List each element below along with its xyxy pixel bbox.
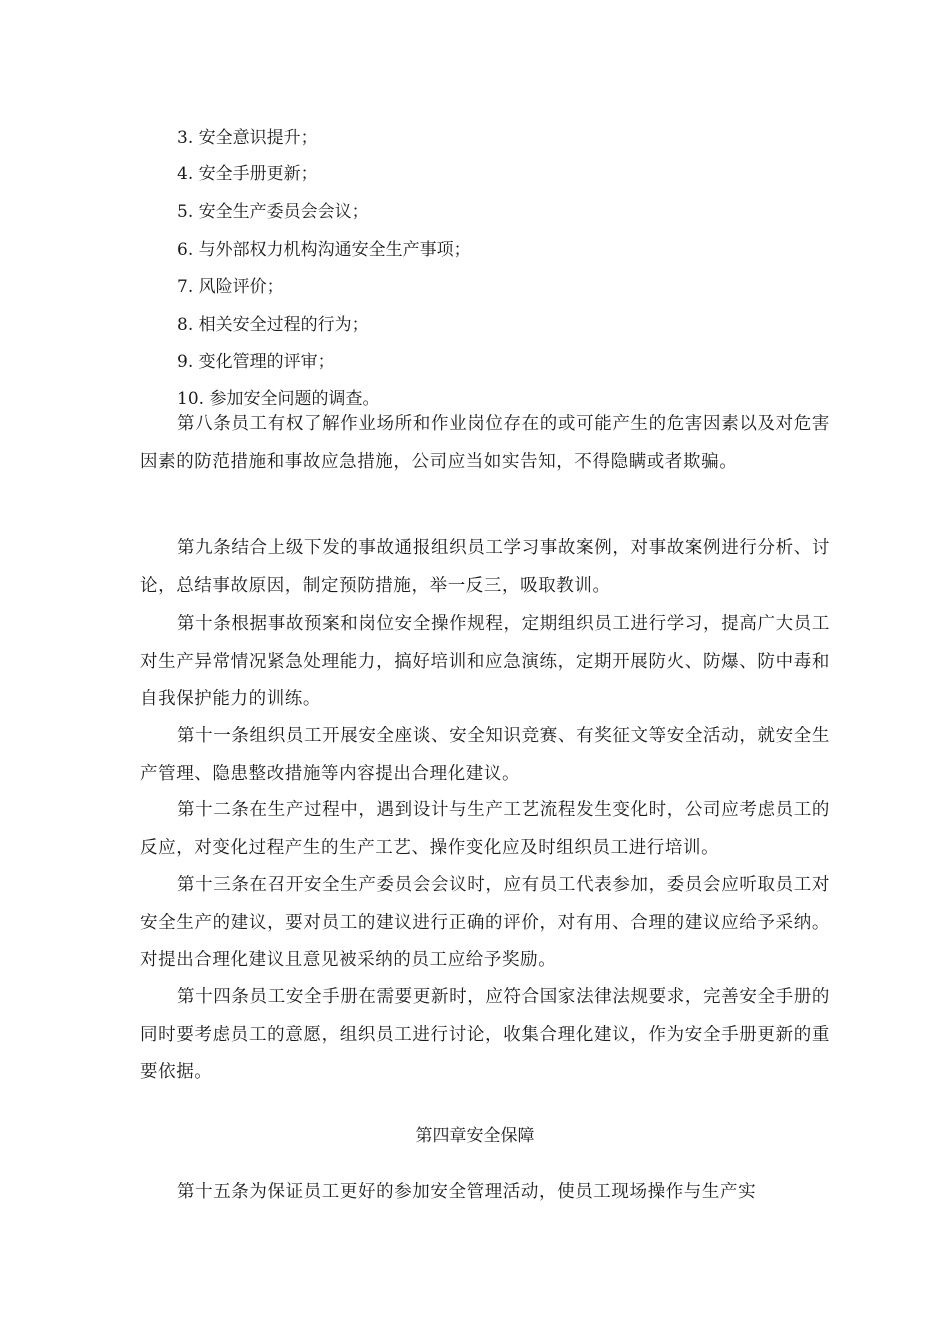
list-item: 5. 安全生产委员会会议； [177, 202, 369, 222]
list-item: 8. 相关安全过程的行为； [177, 315, 369, 335]
list-item: 10. 参加安全问题的调查。 [177, 389, 380, 409]
article-14-paragraph: 第十四条员工安全手册在需要更新时，应符合国家法律法规要求，完善安全手册的同时要考虑员工的意愿，组织员工进行讨论，收集合理化建议，作为安全手册更新的重要依据。 [140, 987, 830, 1082]
article-9-paragraph: 第九条结合上级下发的事故通报组织员工学习事故案例，对事故案例进行分析、讨论，总结事故原因，制定预防措施，举一反三，吸取教训。 [140, 538, 830, 596]
list-item: 6. 与外部权力机构沟通安全生产事项； [177, 240, 471, 260]
article-11-paragraph: 第十一条组织员工开展安全座谈、安全知识竞赛、有奖征文等安全活动，就安全生产管理、隐患整改措施等内容提出合理化建议。 [140, 726, 830, 784]
article-13-paragraph: 第十三条在召开安全生产委员会会议时，应有员工代表参加，委员会应听取员工对安全生产的建议，要对员工的建议进行正确的评价，对有用、合理的建议应给予采纳。对提出合理化建议且意见被采纳的员工应给予奖励。 [140, 875, 830, 970]
chapter-heading: 第四章安全保障 [415, 1126, 535, 1146]
list-item: 7. 风险评价； [177, 277, 284, 297]
article-15-paragraph: 第十五条为保证员工更好的参加安全管理活动，使员工现场操作与生产实 [177, 1182, 757, 1202]
list-item: 3. 安全意识提升； [177, 128, 318, 148]
article-8-paragraph: 第八条员工有权了解作业场所和作业岗位存在的或可能产生的危害因素以及对危害因素的防范措施和事故应急措施，公司应当如实告知，不得隐瞒或者欺骗。 [140, 414, 830, 472]
list-item: 4. 安全手册更新； [177, 164, 318, 184]
article-12-paragraph: 第十二条在生产过程中，遇到设计与生产工艺流程发生变化时，公司应考虑员工的反应，对变化过程产生的生产工艺、操作变化应及时组织员工进行培训。 [140, 800, 830, 858]
list-item: 9. 变化管理的评审； [177, 352, 335, 372]
article-10-paragraph: 第十条根据事故预案和岗位安全操作规程，定期组织员工进行学习，提高广大员工对生产异常情况紧急处理能力，搞好培训和应急演练，定期开展防火、防爆、防中毒和自我保护能力的训练。 [140, 614, 830, 709]
